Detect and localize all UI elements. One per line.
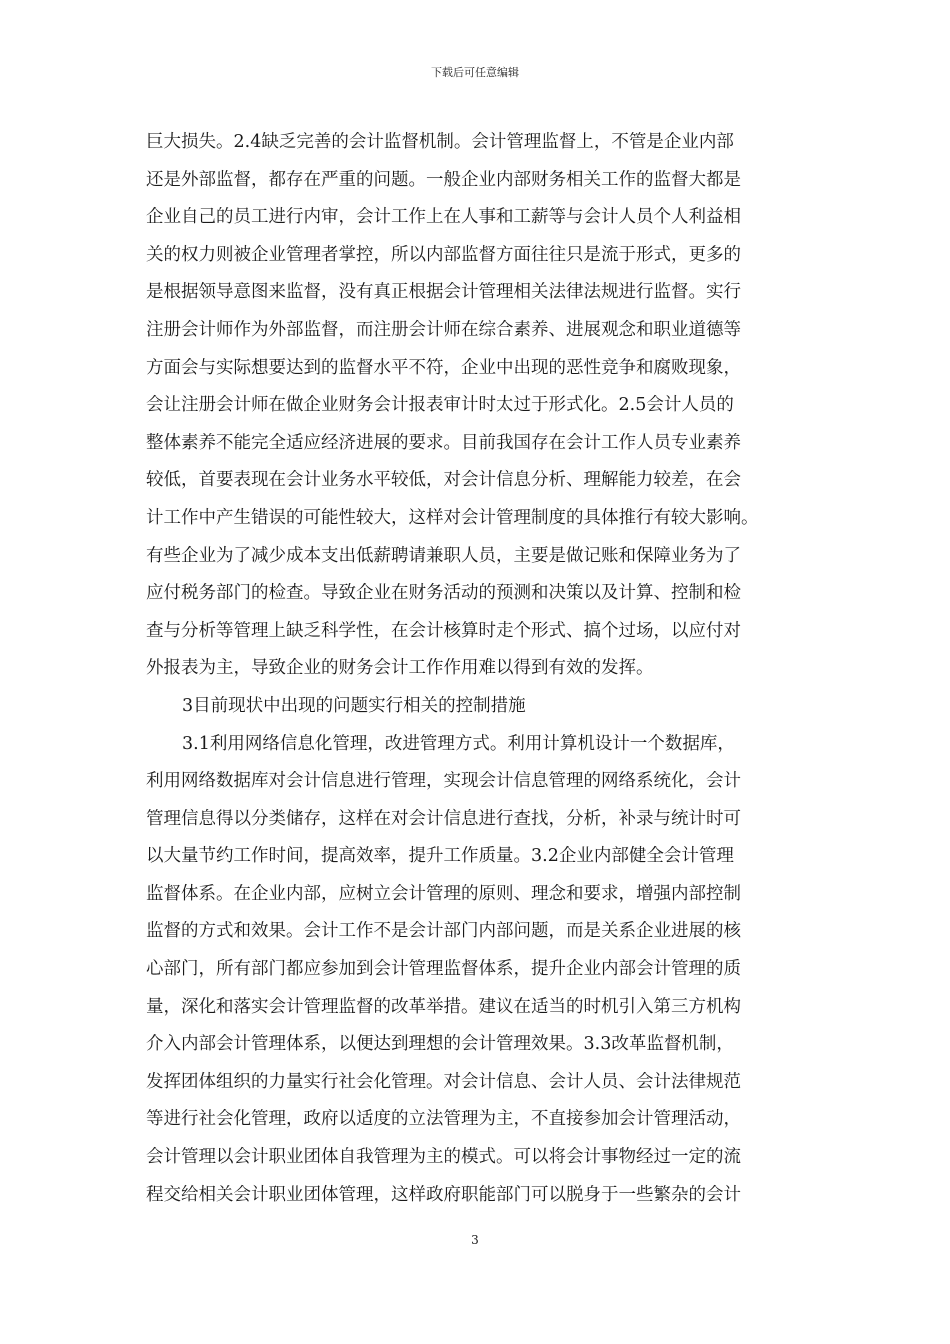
page-header: 下载后可任意编辑 <box>431 66 519 79</box>
text-line: 外报表为主，导致企业的财务会计工作作用难以得到有效的发挥。 <box>146 658 654 679</box>
text-line: 会计管理以会计职业团体自我管理为主的模式。可以将会计事物经过一定的流 <box>146 1147 741 1168</box>
text-line: 查与分析等管理上缺乏科学性，在会计核算时走个形式、搞个过场，以应付对 <box>146 620 741 641</box>
body-text <box>146 124 812 1214</box>
text-line: 还是外部监督，都存在严重的问题。一般企业内部财务相关工作的监督大都是 <box>146 169 741 190</box>
text-line: 发挥团体组织的力量实行社会化管理。对会计信息、会计人员、会计法律规范 <box>146 1071 741 1092</box>
text-line: 监督的方式和效果。会计工作不是会计部门内部问题，而是关系企业进展的核 <box>146 921 741 942</box>
text-line: 有些企业为了减少成本支出低薪聘请兼职人员，主要是做记账和保障业务为了 <box>146 545 741 566</box>
text-line: 监督体系。在企业内部，应树立会计管理的原则、理念和要求，增强内部控制 <box>146 883 741 904</box>
text-line: 以大量节约工作时间，提高效率，提升工作质量。3.2企业内部健全会计管理 <box>146 846 734 867</box>
text-line: 管理信息得以分类储存，这样在对会计信息进行查找，分析，补录与统计时可 <box>146 808 741 829</box>
text-line: 利用网络数据库对会计信息进行管理，实现会计信息管理的网络系统化，会计 <box>146 771 741 792</box>
text-line: 关的权力则被企业管理者掌控，所以内部监督方面往往只是流于形式，更多的 <box>146 244 741 265</box>
text-line: 方面会与实际想要达到的监督水平不符，企业中出现的恶性竞争和腐败现象， <box>146 357 741 378</box>
text-line: 量，深化和落实会计管理监督的改革举措。建议在适当的时机引入第三方机构 <box>146 996 741 1017</box>
text-line: 等进行社会化管理，政府以适度的立法管理为主，不直接参加会计管理活动， <box>146 1109 741 1130</box>
text-line: 计工作中产生错误的可能性较大，这样对会计管理制度的具体推行有较大影响。 <box>146 507 759 528</box>
text-line: 3.1利用网络信息化管理，改进管理方式。利用计算机设计一个数据库， <box>182 733 735 754</box>
text-line: 应付税务部门的检查。导致企业在财务活动的预测和决策以及计算、控制和检 <box>146 583 741 604</box>
text-line: 介入内部会计管理体系，以便达到理想的会计管理效果。3.3改革监督机制， <box>146 1034 734 1055</box>
page-number: 3 <box>471 1233 479 1247</box>
text-line: 会让注册会计师在做企业财务会计报表审计时太过于形式化。2.5会计人员的 <box>146 395 734 416</box>
section-heading: 3目前现状中出现的问题实行相关的控制措施 <box>182 695 526 716</box>
text-line: 巨大损失。2.4缺乏完善的会计监督机制。会计管理监督上，不管是企业内部 <box>146 132 734 152</box>
text-line: 较低，首要表现在会计业务水平较低，对会计信息分析、理解能力较差，在会 <box>146 470 741 491</box>
text-line: 企业自己的员工进行内审，会计工作上在人事和工薪等与会计人员个人利益相 <box>146 207 741 228</box>
text-line: 是根据领导意图来监督，没有真正根据会计管理相关法律法规进行监督。实行 <box>146 282 741 303</box>
text-line: 注册会计师作为外部监督，而注册会计师在综合素养、进展观念和职业道德等 <box>146 319 741 340</box>
text-line: 整体素养不能完全适应经济进展的要求。目前我国存在会计工作人员专业素养 <box>146 432 741 453</box>
text-line: 程交给相关会计职业团体管理，这样政府职能部门可以脱身于一些繁杂的会计 <box>146 1184 741 1205</box>
text-line: 心部门，所有部门都应参加到会计管理监督体系，提升企业内部会计管理的质 <box>146 959 741 980</box>
